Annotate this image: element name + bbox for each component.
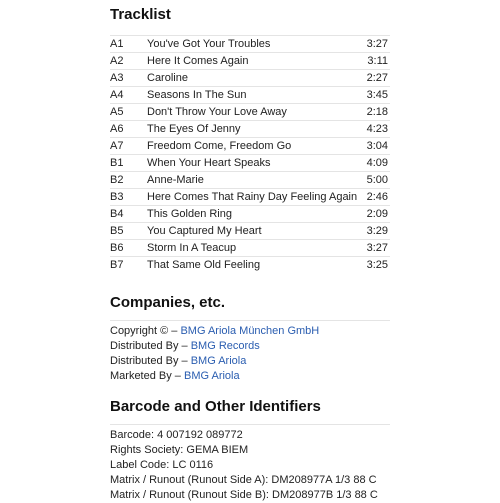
track-duration: 2:46 [366,189,390,206]
companies-list [110,320,390,384]
company-link[interactable]: BMG Records [190,340,260,352]
identifier-entry: Matrix / Runout (Runout Side B): DM208977B 1/3 88 C [110,489,378,501]
track-duration: 5:00 [366,172,390,189]
track-title: Storm In A Teacup [147,240,366,257]
track-duration: 2:09 [366,206,390,223]
track-title: Here Comes That Rainy Day Feeling Again [147,189,366,206]
track-row [110,257,390,274]
track-position: A4 [110,87,147,104]
track-duration: 2:27 [366,70,390,87]
track-title: Don't Throw Your Love Away [147,104,366,121]
track-duration: 3:25 [366,257,390,274]
companies-heading: Companies, etc. [110,294,226,311]
track-title: When Your Heart Speaks [147,155,366,172]
track-position: B7 [110,257,147,274]
tracklist-table [110,35,390,273]
tracklist-heading: Tracklist [110,6,171,23]
identifier-entry: Matrix / Runout (Runout Side A): DM208977A 1/3 88 C [110,474,377,486]
track-position: B6 [110,240,147,257]
company-link[interactable]: BMG Ariola [190,355,247,367]
company-entry [110,324,390,339]
track-row [110,172,390,189]
track-duration: 4:09 [366,155,390,172]
track-position: A6 [110,121,147,138]
track-title: Seasons In The Sun [147,87,366,104]
track-position: A2 [110,53,147,70]
identifier-entry: Rights Society: GEMA BIEM [110,444,249,456]
track-row [110,87,390,104]
identifier-entry: Barcode: 4 007192 089772 [110,429,243,441]
track-duration: 3:04 [366,138,390,155]
track-row [110,104,390,121]
track-title: The Eyes Of Jenny [147,121,366,138]
company-role: Copyright © – [110,325,181,337]
company-entry [110,339,390,354]
track-duration: 3:45 [366,87,390,104]
track-row [110,223,390,240]
track-duration: 3:27 [366,240,390,257]
company-entry [110,369,390,384]
track-row [110,155,390,172]
company-entry [110,354,390,369]
track-title: You Captured My Heart [147,223,366,240]
track-position: B3 [110,189,147,206]
track-row [110,206,390,223]
track-row [110,36,390,53]
identifier-entry: Label Code: LC 0116 [110,459,214,471]
company-role: Distributed By – [110,355,191,367]
track-title: You've Got Your Troubles [147,36,366,53]
track-row [110,240,390,257]
track-duration: 3:11 [366,53,390,70]
track-title: That Same Old Feeling [147,257,366,274]
track-row [110,138,390,155]
track-title: Here It Comes Again [147,53,366,70]
track-duration: 3:27 [366,36,390,53]
company-link[interactable]: BMG Ariola München GmbH [180,325,320,337]
track-title: Freedom Come, Freedom Go [147,138,366,155]
company-link[interactable]: BMG Ariola [183,370,240,382]
track-title: This Golden Ring [147,206,366,223]
identifiers-heading: Barcode and Other Identifiers [110,398,321,415]
track-title: Caroline [147,70,366,87]
track-title: Anne-Marie [147,172,366,189]
track-position: A3 [110,70,147,87]
track-row [110,53,390,70]
track-duration: 2:18 [366,104,390,121]
track-position: B2 [110,172,147,189]
track-duration: 4:23 [366,121,390,138]
track-position: A1 [110,36,147,53]
track-position: B4 [110,206,147,223]
track-duration: 3:29 [366,223,390,240]
identifiers-list [110,424,390,503]
track-position: B5 [110,223,147,240]
company-role: Distributed By – [110,340,191,352]
track-row [110,189,390,206]
track-position: A7 [110,138,147,155]
track-position: A5 [110,104,147,121]
track-row [110,70,390,87]
track-row [110,121,390,138]
track-position: B1 [110,155,147,172]
company-role: Marketed By – [110,370,184,382]
